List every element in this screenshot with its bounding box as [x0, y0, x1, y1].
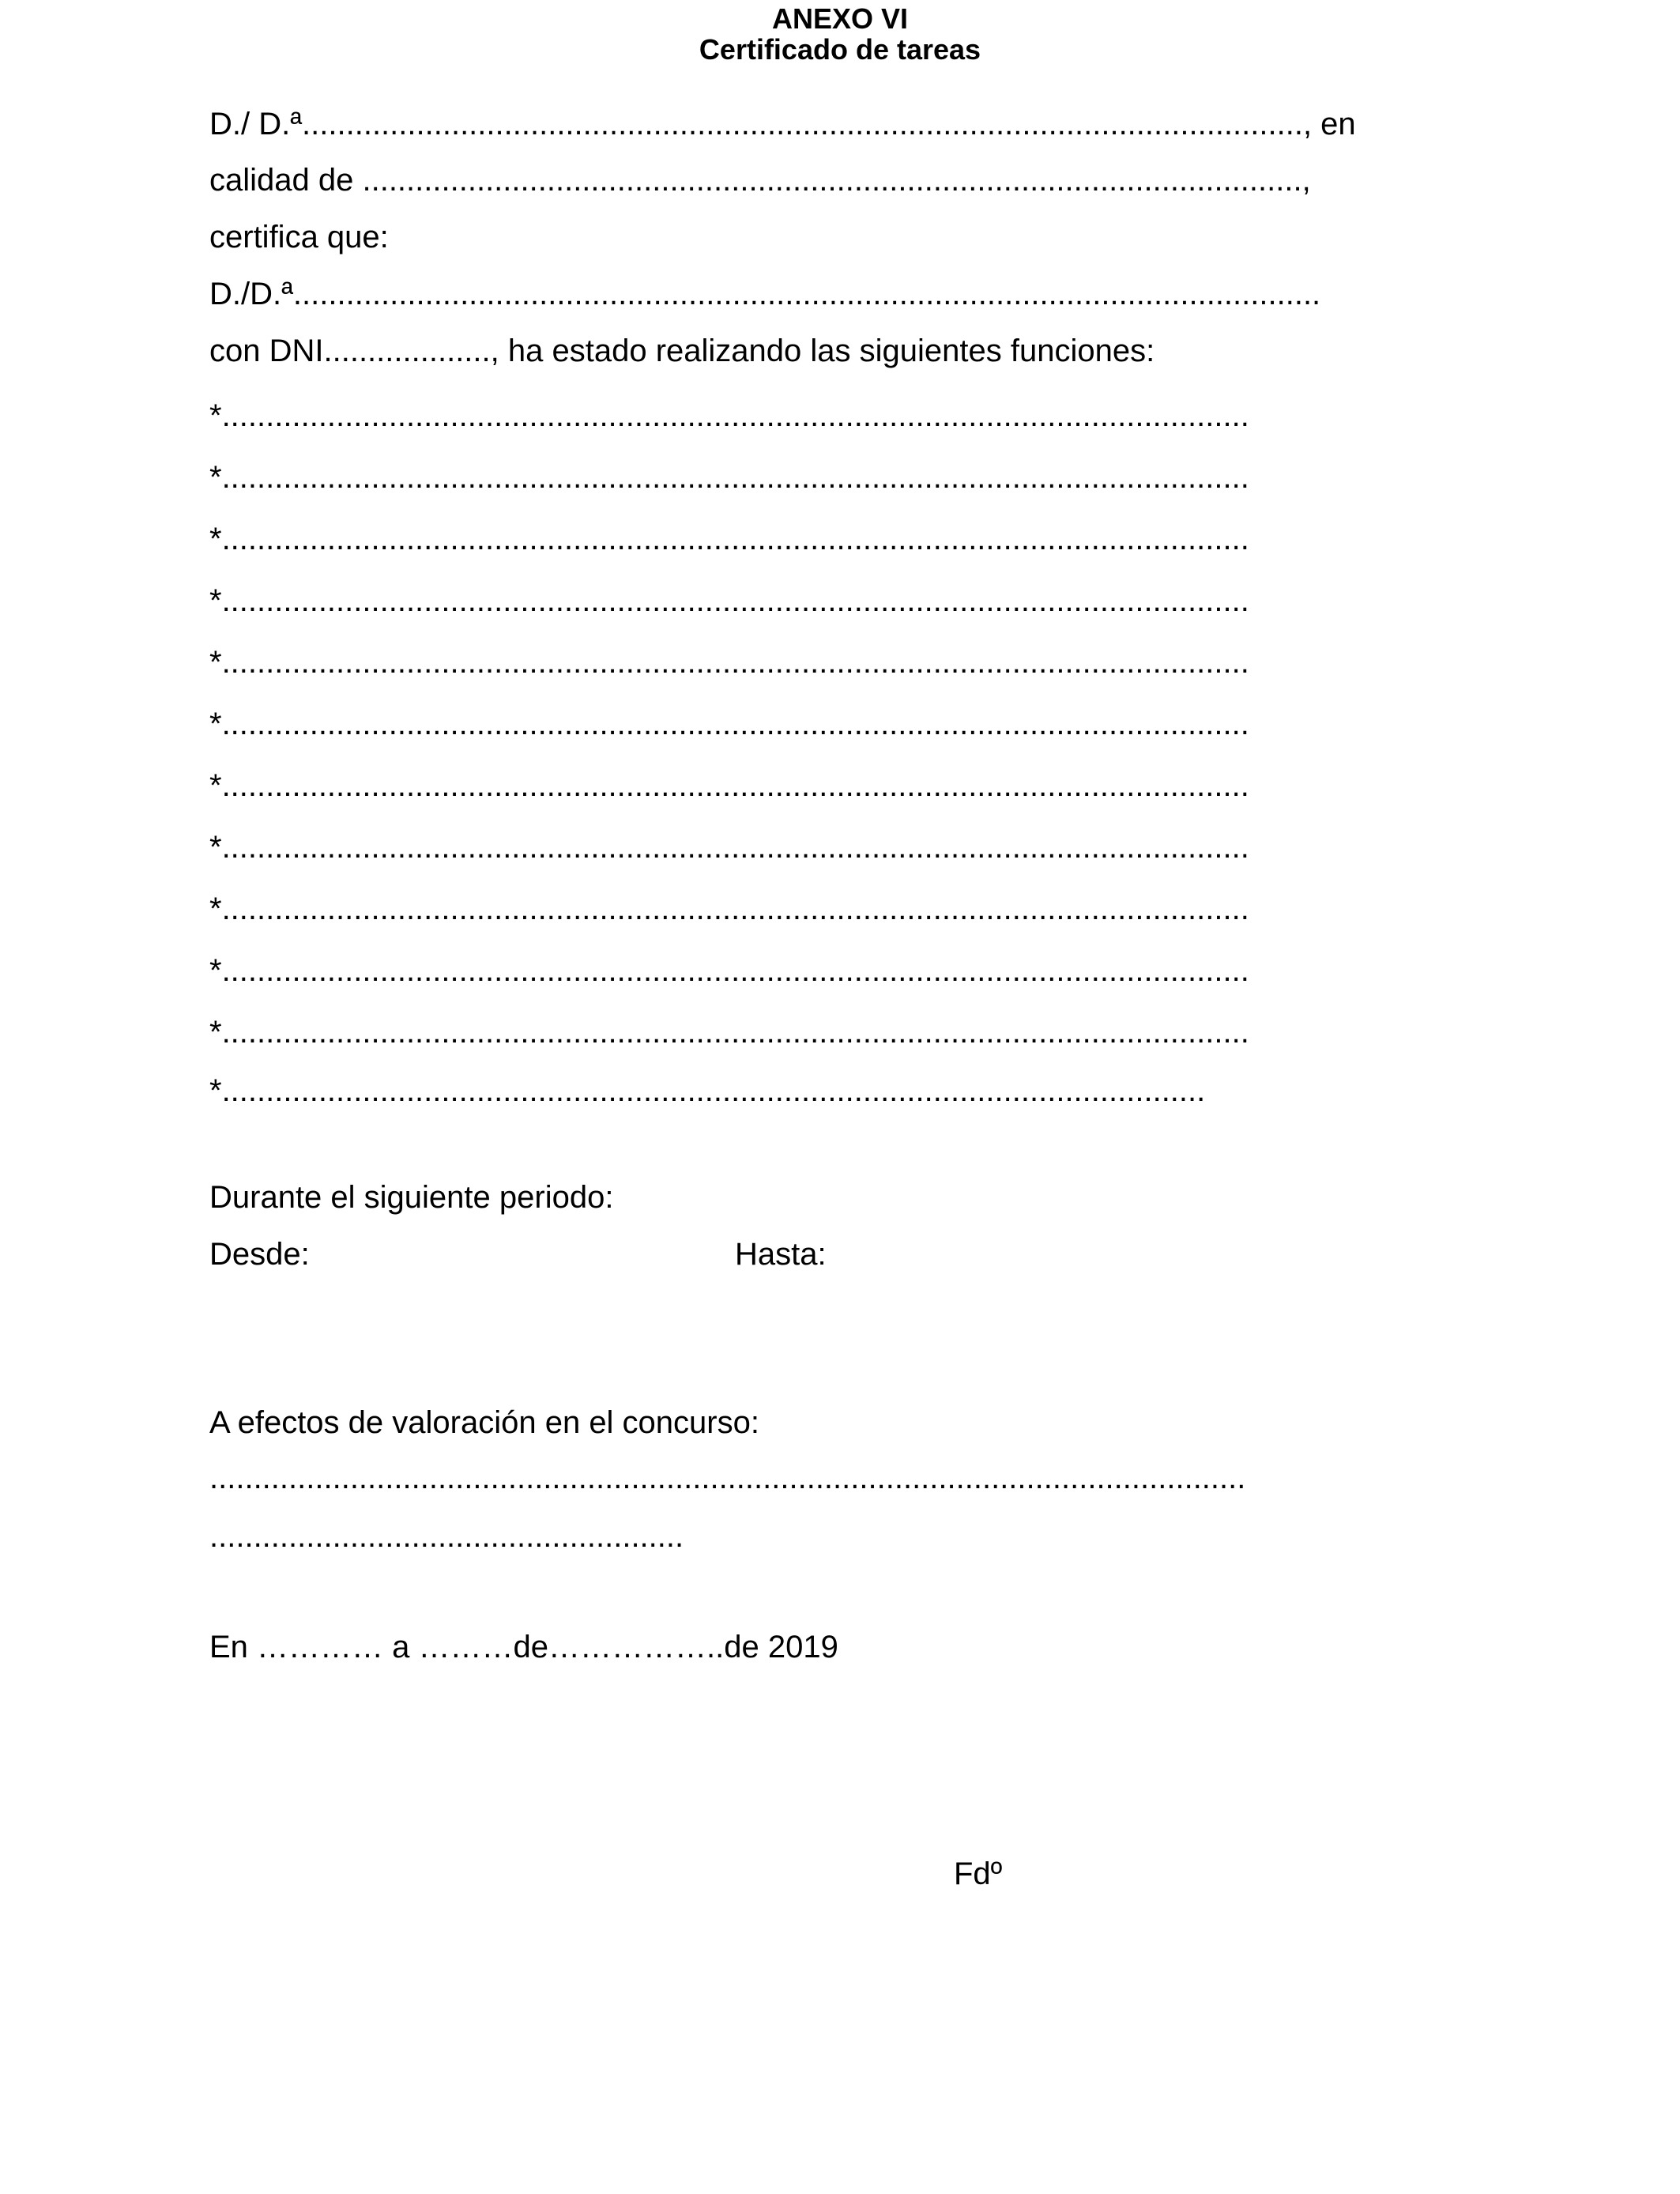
annex-heading: ANEXO VI [771, 2, 909, 35]
signature-label: Fdº [954, 1857, 1003, 1891]
period-to-label: Hasta: [735, 1237, 827, 1272]
valuation-label: A efectos de valoración en el concurso: [209, 1405, 759, 1440]
valuation-line-2: ...................................................... [209, 1519, 684, 1554]
certifier-role-line: calidad de ..........................................................................................................., [209, 163, 1311, 198]
period-label: Durante el siguiente periodo: [209, 1180, 614, 1215]
certifier-name-line: D./ D.ª.................................................................................................................., en [209, 107, 1356, 141]
valuation-line-1: ...................................................................................................................... [209, 1461, 1246, 1495]
function-item: *..................................................................................................................... [209, 707, 1249, 741]
function-item: *..................................................................................................................... [209, 1015, 1249, 1050]
function-item: *..................................................................................................................... [209, 953, 1249, 988]
function-item: *................................................................................................................ [209, 1073, 1206, 1108]
document-title: Certificado de tareas [699, 33, 981, 66]
function-item: *..................................................................................................................... [209, 645, 1249, 680]
function-item: *..................................................................................................................... [209, 460, 1249, 495]
certifies-text: certifica que: [209, 220, 389, 254]
period-from-label: Desde: [209, 1237, 310, 1272]
function-item: *..................................................................................................................... [209, 583, 1249, 618]
employee-name-line: D./D.ª..................................................................................................................... [209, 277, 1321, 311]
function-item: *..................................................................................................................... [209, 892, 1249, 926]
function-item: *..................................................................................................................... [209, 830, 1249, 865]
function-item: *..................................................................................................................... [209, 398, 1249, 433]
place-date-line: En ………… a ………de……………..de 2019 [209, 1630, 838, 1664]
employee-dni-line: con DNI..................., ha estado realizando las siguientes funciones: [209, 334, 1155, 368]
function-item: *..................................................................................................................... [209, 768, 1249, 803]
function-item: *..................................................................................................................... [209, 522, 1249, 556]
